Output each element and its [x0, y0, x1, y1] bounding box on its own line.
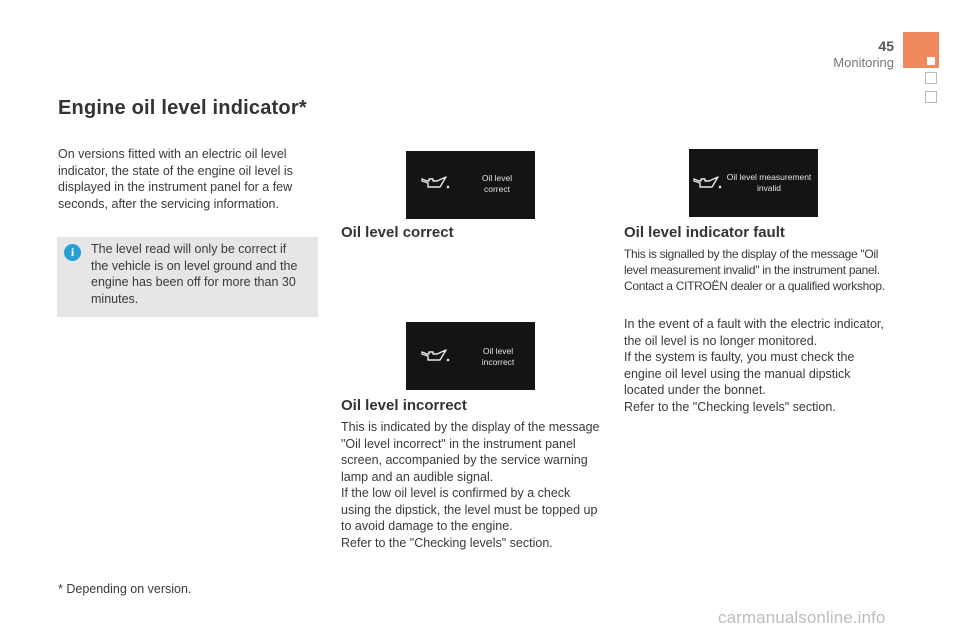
- watermark: carmanualsonline.info: [718, 608, 886, 627]
- oil-can-icon: [420, 175, 450, 191]
- panel-incorrect-line-1: Oil level: [482, 346, 514, 356]
- panel-oil-level-incorrect: [406, 322, 535, 390]
- note-text: The level read will only be correct if the vehicle is on level ground and the engine has been off for more than 30 minutes.: [91, 242, 298, 306]
- panel-incorrect-text: [472, 346, 524, 368]
- panel-incorrect-line-2: incorrect: [481, 357, 515, 367]
- panel-correct-line-1: Oil level: [481, 173, 513, 183]
- heading-oil-level-correct: Oil level correct: [341, 224, 454, 241]
- chapter-tab-marker: [927, 57, 935, 65]
- page-number: 45: [878, 38, 894, 54]
- panel-oil-level-correct: [406, 151, 535, 219]
- panel-invalid-text: [720, 172, 818, 194]
- panel-invalid-line-1: Oil level measurement: [726, 172, 812, 182]
- title-asterisk: *: [298, 97, 307, 119]
- fault-body: [624, 316, 888, 415]
- oil-can-icon: [420, 348, 450, 364]
- title-text: Engine oil level indicator: [58, 97, 299, 119]
- info-icon: i: [64, 244, 81, 261]
- panel-oil-level-invalid: [689, 149, 818, 217]
- intro-paragraph: On versions fitted with an electric oil level indicator, the state of the engine oil level is displayed in the instrument panel for a few seconds, after the servicing information.: [58, 147, 293, 211]
- heading-oil-level-incorrect: Oil level incorrect: [341, 397, 467, 414]
- fault-paragraph-1: This is signalled by the display of the message "Oil level measurement invalid" in the instrument panel. Contact a CITROËN dealer or a qualified workshop.: [624, 247, 885, 293]
- fault-paragraph-2: In the event of a fault with the electric indicator, the oil level is no longer monitored.: [624, 317, 884, 348]
- fault-paragraph-3: If the system is faulty, you must check the engine oil level using the manual dipstick located under the bonnet.: [624, 350, 855, 397]
- panel-invalid-line-2: invalid: [756, 183, 782, 193]
- incorrect-paragraph-1: This is indicated by the display of the message "Oil level incorrect" in the instrument panel screen, accompanied by the service warning lamp and an audible signal.: [341, 420, 600, 484]
- oil-can-icon: [692, 175, 722, 191]
- page-title: [58, 95, 307, 121]
- fault-paragraph-4: Refer to the "Checking levels" section.: [624, 399, 836, 414]
- chapter-box-2: [925, 91, 937, 103]
- incorrect-paragraph-3: Refer to the "Checking levels" section.: [341, 535, 553, 550]
- chapter-box-1: [925, 72, 937, 84]
- heading-oil-level-fault: Oil level indicator fault: [624, 224, 785, 241]
- incorrect-paragraph-2: If the low oil level is confirmed by a check using the dipstick, the level must be topped up to avoid damage to the engine.: [341, 486, 598, 533]
- panel-correct-text: [472, 173, 522, 195]
- footnote: * Depending on version.: [58, 582, 192, 596]
- section-name: Monitoring: [833, 55, 894, 70]
- panel-correct-line-2: correct: [484, 184, 510, 194]
- incorrect-body: [341, 419, 603, 551]
